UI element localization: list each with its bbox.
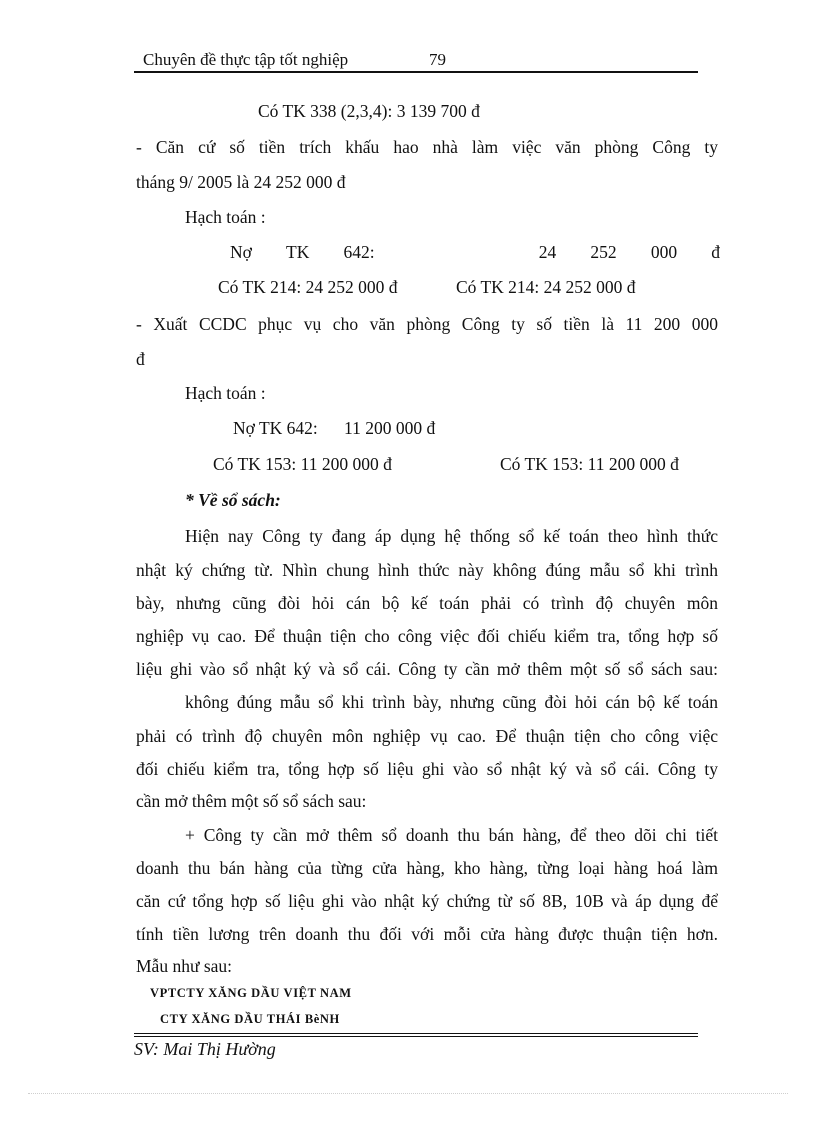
para5-line1: + Công ty cần mở thêm sổ doanh thu bán hàng, để theo dõi chi tiết [185, 825, 718, 845]
amount-24: 24 [538, 242, 557, 262]
footer-author: SV: Mai Thị Hường [134, 1039, 276, 1059]
para3-line3: bày, nhưng cũng đòi hỏi cán bộ kế toán phải có trình độ chuyên môn [136, 593, 718, 613]
no-word: Nợ [230, 242, 252, 262]
para3-line5: liệu ghi vào sổ nhật ký và sổ cái. Công ty cần mở thêm một số sổ sách sau: [136, 659, 718, 679]
account-642: 642: [343, 242, 375, 262]
org-line-2: CTY XĂNG DẦU THÁI BèNH [160, 1012, 340, 1026]
hach-toan-label-1: Hạch toán : [185, 207, 266, 227]
currency-d: đ [711, 242, 720, 262]
para5-line3: căn cứ tổng hợp số liệu ghi vào nhật ký chứng từ số 8B, 10B và áp dụng để [136, 891, 718, 911]
entry-co-tk-214-right: Có TK 214: 24 252 000 đ [456, 277, 636, 297]
tk-word: TK [286, 242, 310, 262]
para2-line1: - Xuất CCDC phục vụ cho văn phòng Công ty số tiền là 11 200 000 [136, 314, 718, 334]
para1-line1: - Căn cứ số tiền trích khấu hao nhà làm việc văn phòng Công ty [136, 137, 718, 157]
para4-line4: cần mở thêm một số sổ sách sau: [136, 791, 367, 811]
line-co-tk-338: Có TK 338 (2,3,4): 3 139 700 đ [258, 101, 480, 121]
entry-co-tk-214-left: Có TK 214: 24 252 000 đ [218, 277, 398, 297]
amount-000: 000 [650, 242, 678, 262]
entry-co-tk-153-left: Có TK 153: 11 200 000 đ [213, 454, 392, 474]
footer-rule-top [134, 1033, 698, 1034]
entry-no-tk-642-a [230, 242, 720, 263]
entry-no-tk-642-b: Nợ TK 642: 11 200 000 đ [233, 418, 436, 438]
para4-line1: không đúng mẫu sổ khi trình bày, nhưng cũng đòi hỏi cán bộ kế toán [185, 692, 718, 712]
para4-line3: đối chiếu kiểm tra, tổng hợp số liệu ghi vào sổ nhật ký và sổ cái. Công ty [136, 759, 718, 779]
page-bottom-dotted-edge [28, 1093, 788, 1094]
para5-line4: tính tiền lương trên doanh thu đối với mỗi cửa hàng được thuận tiện hơn. [136, 924, 718, 944]
footer-rule-bottom [134, 1036, 698, 1037]
entry-co-tk-153-right: Có TK 153: 11 200 000 đ [500, 454, 679, 474]
para1-line2: tháng 9/ 2005 là 24 252 000 đ [136, 172, 346, 192]
para3-line1: Hiện nay Công ty đang áp dụng hệ thống sổ kế toán theo hình thức [185, 526, 718, 546]
para5-line5: Mẫu như sau: [136, 956, 233, 976]
hach-toan-label-2: Hạch toán : [185, 383, 266, 403]
header-rule [134, 71, 698, 73]
para3-line2: nhật ký chứng từ. Nhìn chung hình thức này không đúng mẫu sổ khi trình [136, 560, 718, 580]
para4-line2: phải có trình độ chuyên môn nghiệp vụ cao. Để thuận tiện cho công việc [136, 726, 718, 746]
org-line-1: VPTCTY XĂNG DẦU VIỆT NAM [150, 986, 352, 1000]
page-number: 79 [429, 50, 446, 69]
heading-ve-so-sach: * Về sổ sách: [185, 490, 281, 510]
para2-line2: đ [136, 349, 145, 369]
amount-252: 252 [590, 242, 617, 262]
page-header-title: Chuyên đề thực tập tốt nghiệp [143, 50, 349, 69]
para3-line4: nghiệp vụ cao. Để thuận tiện cho công việc đối chiếu kiểm tra, tổng hợp số [136, 626, 718, 646]
para5-line2: doanh thu bán hàng của từng cửa hàng, kho hàng, từng loại hàng hoá làm [136, 858, 718, 878]
